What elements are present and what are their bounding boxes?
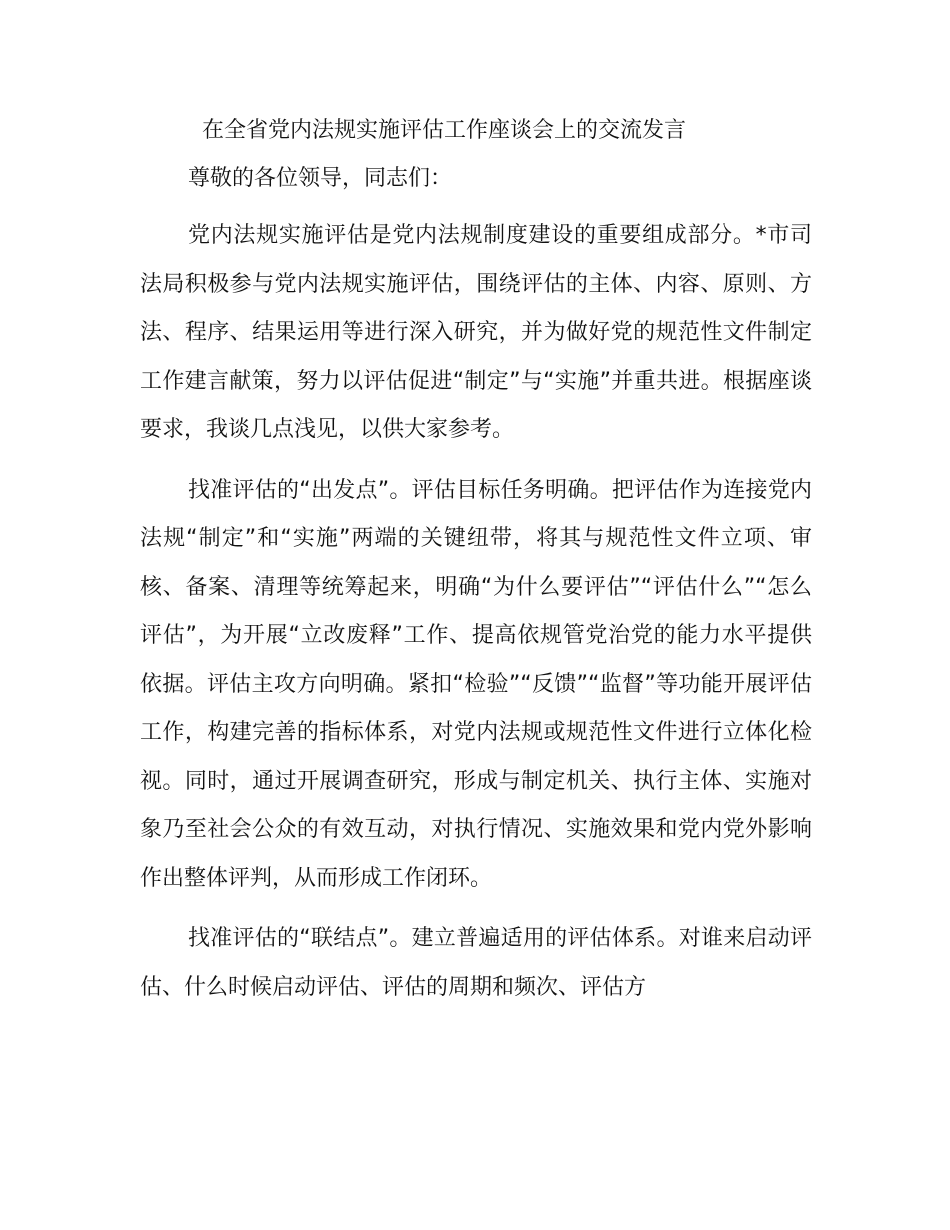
document-title: 在全省党内法规实施评估工作座谈会上的交流发言	[202, 118, 687, 143]
paragraph-connection-point: 找准评估的“联结点”。建立普遍适用的评估体系。对谁来启动评估、什么时候启动评估、评估的周期和频次、评估方	[140, 926, 812, 1000]
paragraph-intro: 党内法规实施评估是党内法规制度建设的重要组成部分。*市司法局积极参与党内法规实施评估，围绕评估的主体、内容、原则、方法、程序、结果运用等进行深入研究，并为做好党的规范性文件制定工作建言献策，努力以评估促进“制定”与“实施”并重共进。根据座谈要求，我谈几点浅见，以供大家参考。	[140, 223, 812, 442]
paragraph-starting-point: 找准评估的“出发点”。评估目标任务明确。把评估作为连接党内法规“制定”和“实施”两端的关键纽带，将其与规范性文件立项、审核、备案、清理等统筹起来，明确“为什么要评估”“评估什么”“怎么评估”，为开展“立改废释”工作、提高依规管党治党的能力水平提供依据。评估主攻方向明确。紧扣“检验”“反馈”“监督”等功能开展评估工作，构建完善的指标体系，对党内法规或规范性文件进行立体化检视。同时，通过开展调查研究，形成与制定机关、执行主体、实施对象乃至社会公众的有效互动，对执行情况、实施效果和党内党外影响作出整体评判，从而形成工作闭环。	[140, 477, 812, 891]
document-body	[140, 110, 812, 1024]
salutation: 尊敬的各位领导，同志们：	[188, 166, 453, 191]
